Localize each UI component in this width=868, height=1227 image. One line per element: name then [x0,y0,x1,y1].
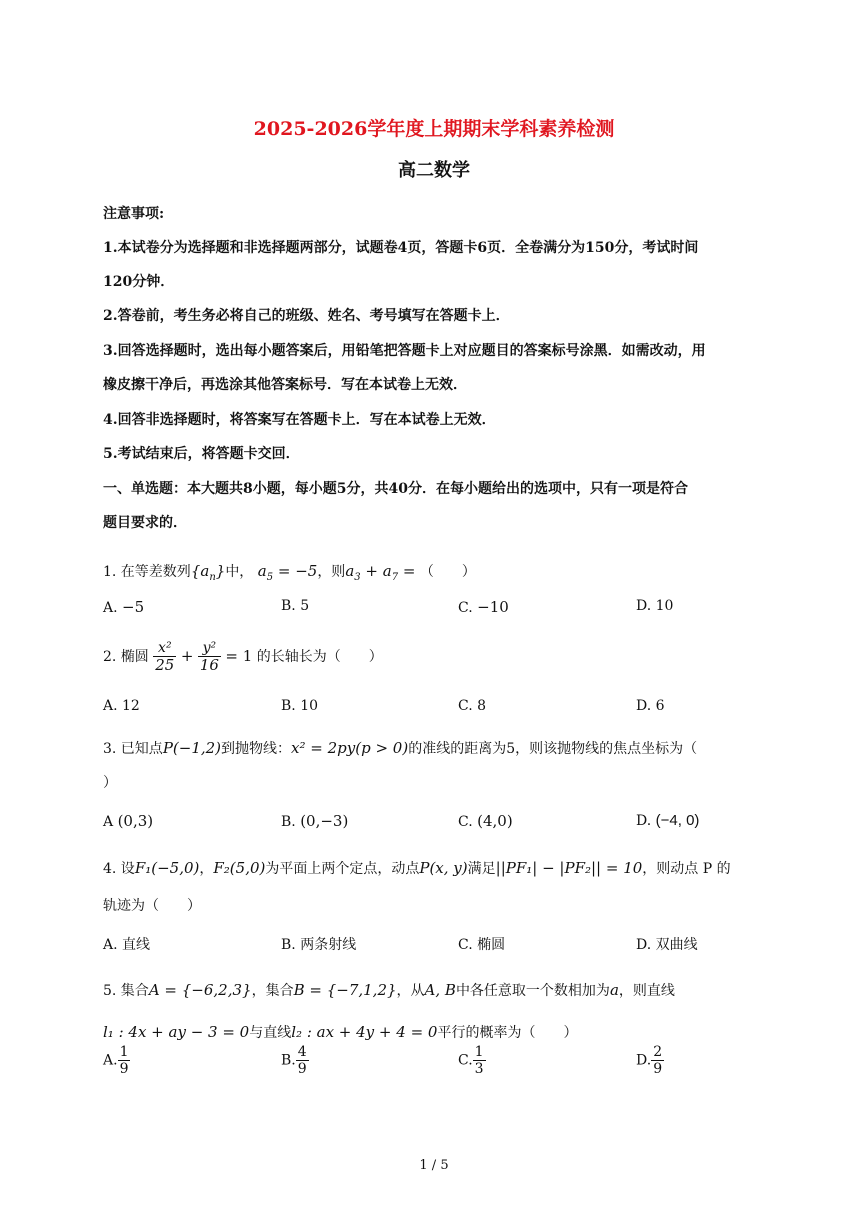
question-4-cont: 轨迹为（ ） [103,898,201,914]
q4-option-a: A. 直线 [103,937,151,953]
section-heading-cont: 题目要求的． [103,515,187,531]
question-5: 5. 集合A = {−6,2,3}，集合B = {−7,1,2}，从A, B中各任意取一个数相加为a，则直线 [103,981,675,999]
q1-option-c: C. −10 [458,598,509,616]
notice-heading: 注意事项: [103,206,165,222]
q2-option-a: A. 12 [103,698,140,714]
notice-item-1-cont: 120分钟． [103,274,175,290]
question-1: 1. 在等差数列$\{a_n\}$中， $a_5 = -5$，则$a_3 + a_7$ = （ ） [103,562,476,583]
q5-option-c: C. $\frac{1}{3}$ [458,1044,484,1078]
question-3-cont: ） [103,775,117,791]
exam-title: 2025-2026学年度上期期末学科素养检测 [253,118,615,140]
q2-frac-x: $\frac{\text{x²}}{25}$ [155,640,175,675]
notice-item-3: 3.回答选择题时，选出每小题答案后，用铅笔把答题卡上对应题目的答案标号涂黑．如需改动，用 [103,343,706,359]
notice-item-5: 5.考试结束后，将答题卡交回． [103,446,300,462]
q5-option-d: D. $\frac{2}{9}$ [636,1044,663,1078]
q2-frac-y: $\frac{\text{y²}}{16}$ [199,640,219,675]
notice-item-2: 2.答卷前，考生务必将自己的班级、姓名、考号填写在答题卡上． [103,308,510,324]
question-5-cont: l₁ : 4x + ay − 3 = 0与直线l₂ : ax + 4y + 4 = 0平行的概率为（ ） [103,1023,578,1041]
notice-item-4: 4.回答非选择题时，将答案写在答题卡上．写在本试卷上无效． [103,412,496,428]
q5-option-b: B. $\frac{4}{9}$ [281,1044,307,1078]
q5-option-a: A. $\frac{1}{9}$ [103,1044,129,1078]
q1-option-a: A. −5 [103,598,145,616]
question-3: 3. 已知点P(−1,2)到抛物线：x² = 2py(p > 0)的准线的距离为5，则该抛物线的焦点坐标为（ [103,739,698,757]
q3-option-a: A (0,3) [103,812,154,830]
notice-item-3-cont: 橡皮擦干净后，再选涂其他答案标号．写在本试卷上无效． [103,377,467,393]
page-number: 1 / 5 [419,1158,449,1173]
notice-item-1: 1.本试卷分为选择题和非选择题两部分，试题卷4页，答题卡6页．全卷满分为150分，考试时间 [103,240,699,256]
q3-option-c: C. (4,0) [458,812,513,830]
q4-option-d: D. 双曲线 [636,937,698,953]
q2-option-b: B. 10 [281,698,319,714]
question-4: 4. 设F₁(−5,0)，F₂(5,0)为平面上两个定点，动点P(x, y)满足||PF₁| − |PF₂|| = 10，则动点 P 的 [103,859,731,877]
q2-option-c: C. 8 [458,698,487,714]
q4-option-c: C. 椭圆 [458,937,506,953]
exam-subtitle: 高二数学 [398,160,470,181]
q2-option-d: D. 6 [636,698,665,714]
question-2: 2. 椭圆 $\frac{\text{x²}}{25}$ + $\frac{\text{y²}}{16}$ = 1 的长轴长为（ ） [103,640,383,675]
q1-option-d: D. 10 [636,598,674,614]
section-heading: 一、单选题：本大题共8小题，每小题5分，共40分．在每小题给出的选项中，只有一项是符合 [103,481,688,497]
q3-option-b: B. (0,−3) [281,812,349,830]
q4-option-b: B. 两条射线 [281,937,357,953]
q3-option-d: D. (−4, 0) [636,812,700,829]
q1-option-b: B. 5 [281,598,310,614]
